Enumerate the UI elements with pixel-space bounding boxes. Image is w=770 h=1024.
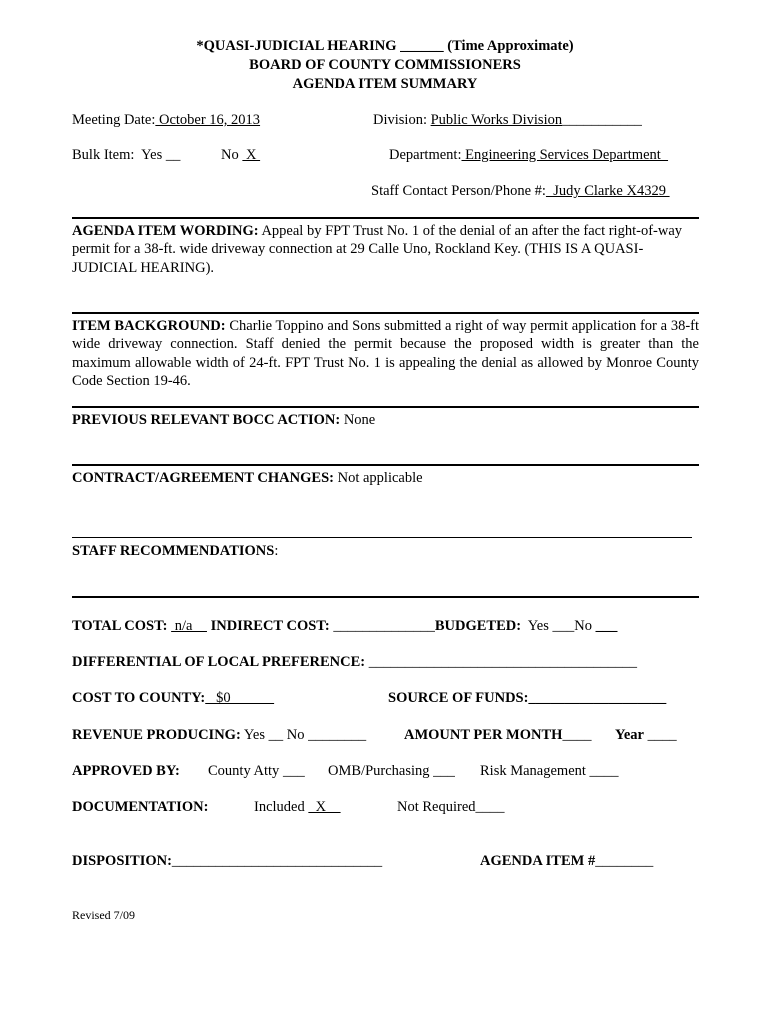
item-background-heading: ITEM BACKGROUND:	[72, 318, 226, 334]
approved-by-omb	[328, 763, 455, 780]
source-of-funds-field	[388, 690, 666, 707]
staff-contact-label: Staff Contact Person/Phone #:	[371, 183, 546, 199]
item-background-text: Charlie Toppino and Sons submitted a right of way permit application for a 38-ft wide driveway connection. Staff denied the permit because the proposed width is greater than the maximum allowable width of 24-ft. FPT Trust No. 1 is appealing the denial as allowed by Monroe County Code Section 19-46.	[72, 318, 700, 389]
revenue-yes-blank: __	[268, 727, 284, 743]
source-of-funds-blank: ___________________	[528, 690, 667, 706]
division-blank: ___________	[562, 112, 642, 128]
staff-contact-field	[371, 183, 670, 200]
documentation-not-required-field	[397, 799, 505, 816]
meeting-date-label: Meeting Date:	[72, 112, 156, 128]
total-cost-label: TOTAL COST:	[72, 618, 168, 634]
risk-management-blank: ____	[589, 763, 619, 779]
department-label: Department:	[389, 147, 462, 163]
amount-per-month-field	[404, 727, 591, 744]
previous-action-text: None	[340, 412, 376, 428]
differential-label: DIFFERENTIAL OF LOCAL PREFERENCE:	[72, 654, 366, 670]
total-cost-row	[72, 618, 617, 635]
revenue-yes-label: Yes	[243, 727, 265, 743]
agenda-item-number-label: AGENDA ITEM #	[480, 853, 596, 869]
county-atty-label: County Atty	[208, 763, 280, 779]
staff-recommendations-section	[72, 542, 699, 560]
budgeted-yes-blank: ___	[552, 618, 575, 634]
department-value: Engineering Services Department	[461, 147, 669, 163]
header-form-title: AGENDA ITEM SUMMARY	[292, 76, 478, 92]
bulk-item-yes-blank: __	[165, 147, 181, 163]
contract-changes-section	[72, 469, 699, 487]
section-divider	[72, 537, 692, 538]
documentation-included-label: Included	[254, 799, 305, 815]
section-divider	[72, 312, 699, 314]
approved-by-label: APPROVED BY:	[72, 763, 180, 779]
section-divider	[72, 406, 699, 408]
year-label: Year	[615, 727, 644, 743]
agenda-item-wording-section	[72, 222, 699, 277]
agenda-item-wording-text: Appeal by FPT Trust No. 1 of the denial of an after the fact right-of-way permit for a 38-ft. wide driveway connection at 29 Calle Uno, Rockland Key. (THIS IS A QUASI-JUDICIAL HEARING).	[72, 223, 683, 276]
approved-by-county-atty	[208, 763, 305, 780]
division-field	[373, 112, 642, 129]
revision-note: Revised 7/09	[72, 908, 135, 922]
amount-per-month-blank: ____	[562, 727, 592, 743]
staff-recommendations-heading: STAFF RECOMMENDATIONS	[72, 543, 275, 559]
documentation-not-required-label: Not Required	[397, 799, 476, 815]
budgeted-label: BUDGETED:	[434, 618, 522, 634]
indirect-cost-label: INDIRECT COST:	[210, 618, 330, 634]
budgeted-no-label: No	[574, 618, 592, 634]
cost-to-county-value: $0	[205, 690, 275, 706]
bulk-item-label: Bulk Item:	[72, 147, 135, 163]
documentation-label-wrap	[72, 799, 208, 816]
differential-blank: _____________________________________	[368, 654, 637, 670]
bulk-item-no-field	[221, 147, 260, 164]
bulk-item-no-value: X	[242, 147, 261, 163]
agenda-item-wording-heading: AGENDA ITEM WORDING:	[72, 223, 259, 239]
section-divider	[72, 596, 699, 598]
documentation-included-value: X	[308, 799, 341, 815]
meeting-date-value: October 16, 2013	[155, 112, 261, 128]
agenda-item-number-blank: ________	[595, 853, 654, 869]
source-of-funds-label: SOURCE OF FUNDS:	[388, 690, 529, 706]
revenue-producing-label: REVENUE PRODUCING:	[72, 727, 241, 743]
disposition-blank: _____________________________	[171, 853, 383, 869]
indirect-cost-blank: ______________	[333, 618, 435, 634]
division-label: Division:	[373, 112, 427, 128]
risk-management-label: Risk Management	[480, 763, 586, 779]
amount-per-month-label: AMOUNT PER MONTH	[404, 727, 563, 743]
omb-purchasing-label: OMB/Purchasing	[328, 763, 430, 779]
header-hearing-line: *QUASI-JUDICIAL HEARING ______ (Time Approximate)	[196, 38, 574, 54]
bulk-item-no-label: No	[221, 147, 239, 163]
meeting-date-field	[72, 112, 260, 129]
revenue-no-label: No	[286, 727, 305, 743]
previous-action-section	[72, 411, 699, 429]
department-field	[389, 147, 668, 164]
omb-purchasing-blank: ___	[433, 763, 455, 779]
year-blank: ____	[647, 727, 677, 743]
staff-recommendations-suffix: :	[274, 543, 279, 559]
header-board-title: BOARD OF COUNTY COMMISSIONERS	[249, 57, 521, 73]
county-atty-blank: ___	[282, 763, 305, 779]
total-cost-value: n/a	[171, 618, 207, 634]
revenue-producing-row	[72, 727, 366, 744]
section-divider	[72, 217, 699, 219]
differential-row	[72, 654, 637, 671]
bulk-item-yes-label: Yes	[141, 147, 163, 163]
revenue-no-blank: ________	[308, 727, 367, 743]
documentation-included-field	[254, 799, 341, 816]
item-background-section	[72, 317, 699, 390]
approved-by-risk	[480, 763, 619, 780]
previous-action-heading: PREVIOUS RELEVANT BOCC ACTION:	[72, 412, 341, 428]
bulk-item-field	[72, 147, 180, 164]
staff-contact-value: Judy Clarke X4329	[545, 183, 670, 199]
cost-to-county-field	[72, 690, 274, 707]
cost-to-county-label: COST TO COUNTY:	[72, 690, 206, 706]
approved-by-label-wrap	[72, 763, 180, 780]
contract-changes-text: Not applicable	[333, 470, 423, 486]
documentation-label: DOCUMENTATION:	[72, 799, 209, 815]
disposition-field	[72, 853, 382, 870]
year-field	[615, 727, 677, 744]
agenda-item-number-field	[480, 853, 653, 870]
documentation-not-required-blank: ____	[475, 799, 505, 815]
disposition-label: DISPOSITION:	[72, 853, 172, 869]
division-value: Public Works Division	[430, 112, 563, 128]
section-divider	[72, 464, 699, 466]
budgeted-no-blank: ___	[595, 618, 618, 634]
contract-changes-heading: CONTRACT/AGREEMENT CHANGES:	[72, 470, 334, 486]
budgeted-yes-label: Yes	[527, 618, 549, 634]
